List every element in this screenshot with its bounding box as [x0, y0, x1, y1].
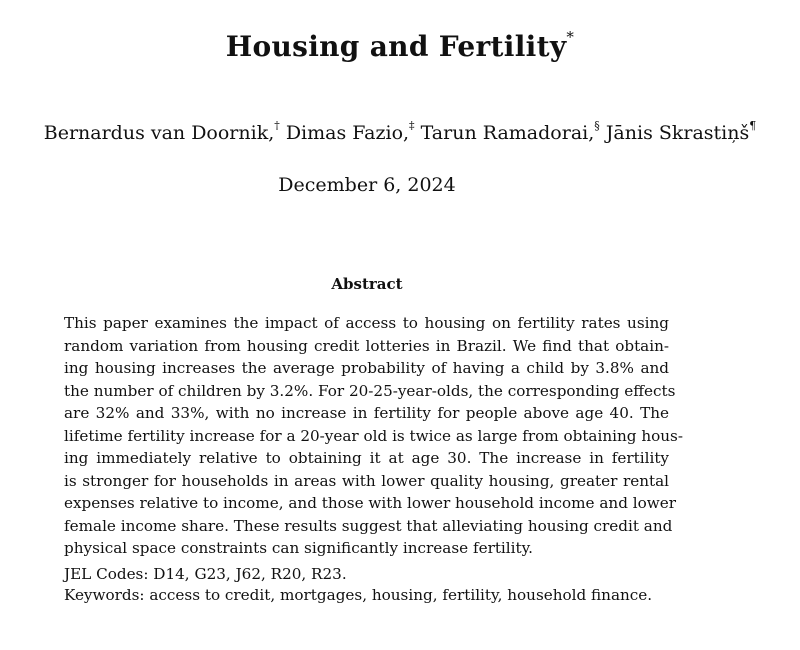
jel-codes: JEL Codes: D14, G23, J62, R20, R23. — [64, 565, 347, 583]
abstract-heading: Abstract — [331, 275, 403, 293]
author — [605, 119, 757, 144]
paper-title — [0, 30, 800, 63]
abstract-line: is stronger for households in areas with lower quality housing, greater rental — [64, 471, 669, 490]
abstract-line: the number of children by 3.2%. For 20-25-year-olds, the corresponding effects — [64, 381, 676, 400]
author — [43, 119, 280, 144]
abstract-body — [64, 312, 683, 560]
abstract-line: ing housing increases the average probability of having a child by 3.8% and — [64, 359, 669, 377]
author-name: Jānis Skrastiņš — [605, 122, 750, 144]
paper-title-text: Housing and Fertility — [225, 30, 567, 63]
abstract-line: lifetime fertility increase for a 20-year old is twice as large from obtaining hous- — [64, 426, 683, 445]
author-name: Tarun Ramadorai, — [420, 122, 595, 144]
author-name: Dimas Fazio, — [285, 122, 410, 144]
abstract-line: This paper examines the impact of access to housing on fertility rates using — [64, 314, 669, 332]
author-name: Bernardus van Doornik, — [43, 122, 275, 144]
author-list — [0, 119, 800, 144]
author — [420, 119, 600, 144]
abstract-line: are 32% and 33%, with no increase in fertility for people above age 40. The — [64, 404, 669, 422]
author-footnote-mark: ‡ — [409, 119, 415, 132]
abstract-line: expenses relative to income, and those with lower household income and lower — [64, 494, 677, 512]
author-footnote-mark: § — [594, 119, 600, 132]
abstract-line: physical space constraints can significantly increase fertility. — [64, 539, 533, 557]
author-footnote-mark: † — [274, 119, 280, 132]
abstract-line: random variation from housing credit lotteries in Brazil. We find that obtain- — [64, 336, 669, 355]
author-footnote-mark: ¶ — [749, 119, 757, 132]
abstract-line: ing immediately relative to obtaining it at age 30. The increase in fertility — [64, 449, 669, 467]
publication-date: December 6, 2024 — [278, 174, 456, 196]
abstract-line: female income share. These results suggest that alleviating housing credit and — [64, 516, 673, 535]
author — [285, 119, 415, 144]
title-footnote-mark: * — [566, 28, 575, 46]
keywords: Keywords: access to credit, mortgages, housing, fertility, household finance. — [64, 586, 653, 604]
